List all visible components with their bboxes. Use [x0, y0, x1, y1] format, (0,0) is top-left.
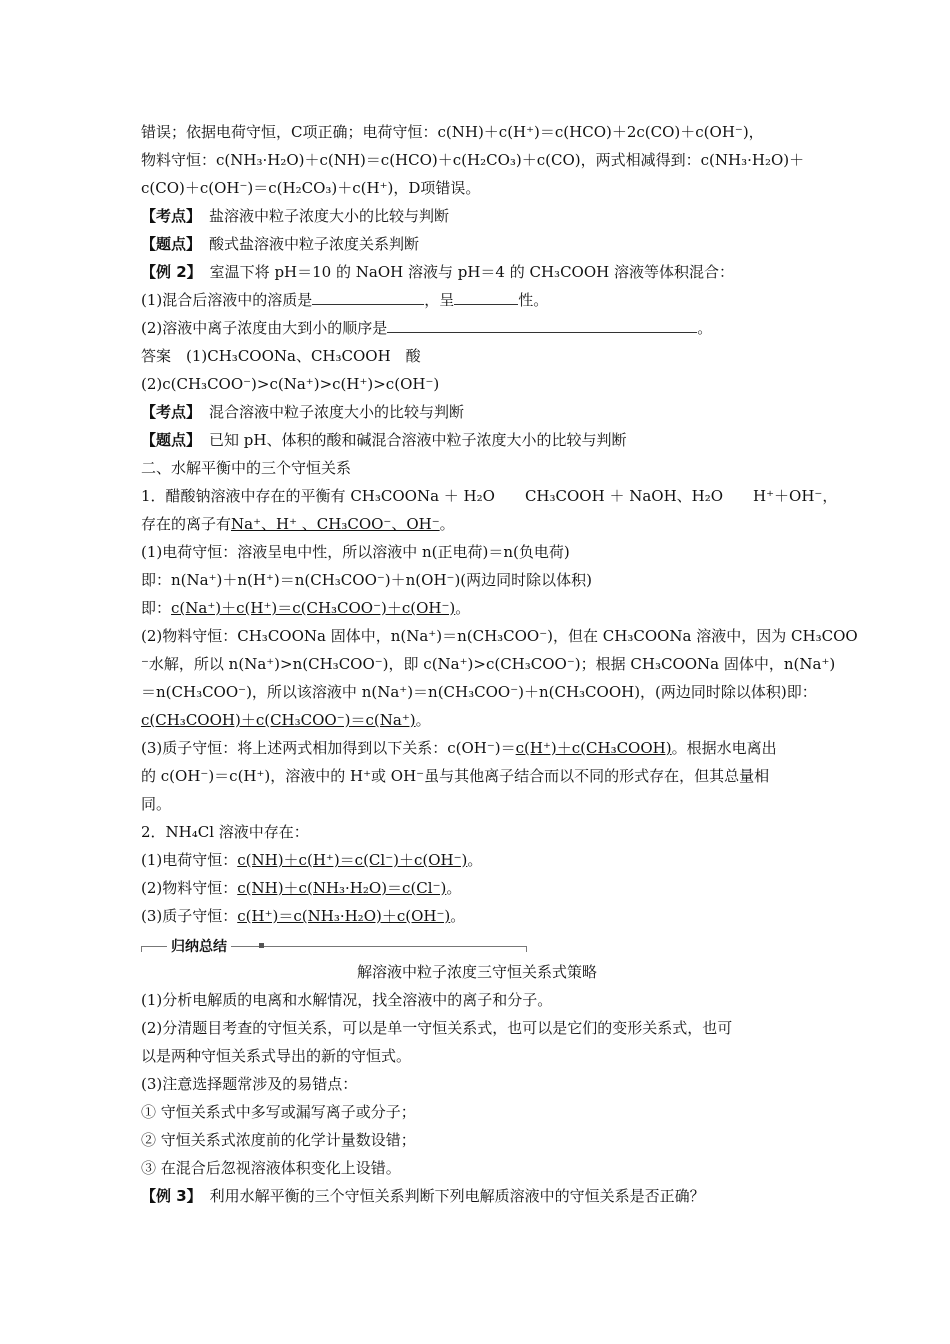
text-line	[141, 706, 813, 734]
example-3-tag: 【例 3】	[141, 1187, 202, 1205]
text-line: 2．NH₄Cl 溶液中存在：	[141, 823, 309, 841]
summary-item: (3)注意选择题常涉及的易错点：	[141, 1075, 358, 1093]
text-span: 。根据水电离出	[671, 739, 777, 757]
summary-item: 以是两种守恒关系式导出的新的守恒式。	[141, 1047, 412, 1065]
filled-answer: c(CH₃COOH)＋c(CH₃COO⁻)＝c(Na⁺)	[141, 711, 416, 729]
text-line	[141, 594, 813, 622]
answer-line: 答案 (1)CH₃COONa、CH₃COOH 酸	[141, 347, 421, 365]
kaodian-text: 混合溶液中粒子浓度大小的比较与判断	[209, 403, 465, 421]
kaodian-text: 盐溶液中粒子浓度大小的比较与判断	[209, 207, 450, 225]
text-line: 错误；依据电荷守恒，C项正确；电荷守恒：c(NH)＋c(H⁺)＝c(HCO)＋2c(CO)＋c(OH⁻)，	[141, 123, 764, 141]
tidian-text: 酸式盐溶液中粒子浓度关系判断	[209, 235, 420, 253]
text-line	[141, 846, 813, 874]
answer-blank	[312, 286, 424, 305]
text-line: c(CO)＋c(OH⁻)＝c(H₂CO₃)＋c(H⁺)，D项错误。	[141, 179, 481, 197]
example-2-question-1	[141, 286, 813, 314]
document-page	[141, 118, 858, 1210]
kaodian-line	[141, 202, 813, 230]
text-line: 的 c(OH⁻)＝c(H⁺)，溶液中的 H⁺或 OH⁻虽与其他离子结合而以不同的形式存在，但其总量相	[141, 767, 770, 785]
kaodian-line	[141, 398, 813, 426]
summary-dot	[259, 943, 264, 948]
answer-blank	[454, 286, 518, 305]
example-2-tag: 【例 2】	[141, 263, 202, 281]
summary-title: 解溶液中粒子浓度三守恒关系式策略	[356, 963, 597, 981]
text-span: (3)质子守恒：	[141, 907, 238, 925]
tidian-line	[141, 230, 813, 258]
text-span: (3)质子守恒：将上述两式相加得到以下关系：c(OH⁻)＝	[141, 739, 516, 757]
example-3-text: 利用水解平衡的三个守恒关系判断下列电解质溶液中的守恒关系是否正确？	[209, 1187, 705, 1205]
tidian-tag: 【题点】	[141, 235, 202, 253]
summary-item: (2)分清题目考查的守恒关系，可以是单一守恒关系式，也可以是它们的变形关系式，也可	[141, 1019, 733, 1037]
filled-answer: c(NH)＋c(NH₃·H₂O)＝c(Cl⁻)	[237, 879, 447, 897]
filled-answer: Na⁺、H⁺ 、CH₃COO⁻、OH⁻	[231, 515, 440, 533]
text-span: 。	[446, 879, 462, 897]
text-span: 。	[415, 711, 431, 729]
kaodian-tag: 【考点】	[141, 207, 202, 225]
question-text: 。	[697, 319, 713, 337]
text-line: 物料守恒：c(NH₃·H₂O)＋c(NH)＝c(HCO)＋c(H₂CO₃)＋c(CO)，两式相减得到：c(NH₃·H₂O)＋	[141, 151, 805, 169]
question-text: 性。	[518, 291, 549, 309]
summary-label: 归纳总结	[167, 936, 231, 956]
example-2-question-2	[141, 314, 813, 342]
example-2-line	[141, 258, 813, 286]
example-3-line	[141, 1182, 813, 1210]
text-line: (2)物料守恒：CH₃COONa 固体中，n(Na⁺)＝n(CH₃COO⁻)，但在 CH₃COONa 溶液中，因为 CH₃COO	[141, 627, 858, 645]
text-span: 即：	[141, 599, 172, 617]
text-line: 同。	[141, 795, 172, 813]
text-line: (1)电荷守恒：溶液呈电中性，所以溶液中 n(正电荷)＝n(负电荷)	[141, 543, 570, 561]
summary-rule-cap	[526, 946, 527, 952]
filled-answer: c(H⁺)＝c(NH₃·H₂O)＋c(OH⁻)	[237, 907, 451, 925]
text-span: 。	[439, 515, 455, 533]
summary-item: ② 守恒关系式浓度前的化学计量数设错；	[141, 1131, 416, 1149]
example-2-text: 室温下将 pH＝10 的 NaOH 溶液与 pH＝4 的 CH₃COOH 溶液等体积混合：	[209, 263, 734, 281]
question-text: (2)溶液中离子浓度由大到小的顺序是	[141, 319, 388, 337]
tidian-line	[141, 426, 813, 454]
tidian-tag: 【题点】	[141, 431, 202, 449]
summary-item: ① 守恒关系式中多写或漏写离子或分子；	[141, 1103, 416, 1121]
text-span: 。	[467, 851, 483, 869]
kaodian-tag: 【考点】	[141, 403, 202, 421]
text-span: 存在的离子有	[141, 515, 232, 533]
answer-line: (2)c(CH₃COO⁻)>c(Na⁺)>c(H⁺)>c(OH⁻)	[141, 375, 440, 393]
text-line: 即：n(Na⁺)＋n(H⁺)＝n(CH₃COO⁻)＋n(OH⁻)(两边同时除以体积)	[141, 571, 593, 589]
tidian-text: 已知 pH、体积的酸和碱混合溶液中粒子浓度大小的比较与判断	[209, 431, 627, 449]
text-span: 。	[455, 599, 471, 617]
text-span: (2)物料守恒：	[141, 879, 238, 897]
text-line	[141, 734, 813, 762]
summary-header	[141, 936, 813, 958]
filled-answer: c(Na⁺)＋c(H⁺)＝c(CH₃COO⁻)＋c(OH⁻)	[171, 599, 456, 617]
text-line	[141, 902, 813, 930]
text-line	[141, 874, 813, 902]
text-line: 1．醋酸钠溶液中存在的平衡有 CH₃COONa ＋ H₂O CH₃COOH ＋ NaOH、H₂O H⁺＋OH⁻，	[141, 487, 838, 505]
summary-item: ③ 在混合后忽视溶液体积变化上设错。	[141, 1159, 401, 1177]
summary-item: (1)分析电解质的电离和水解情况，找全溶液中的离子和分子。	[141, 991, 553, 1009]
filled-answer: c(H⁺)＋c(CH₃COOH)	[515, 739, 672, 757]
question-text: ，呈	[424, 291, 455, 309]
question-text: (1)混合后溶液中的溶质是	[141, 291, 313, 309]
section-heading: 二、水解平衡中的三个守恒关系	[141, 459, 352, 477]
text-line	[141, 510, 813, 538]
text-line: ＝n(CH₃COO⁻)，所以该溶液中 n(Na⁺)＝n(CH₃COO⁻)＋n(CH₃COOH)，(两边同时除以体积)即：	[141, 683, 817, 701]
summary-rule-cap	[141, 946, 142, 952]
text-span: 。	[450, 907, 466, 925]
text-line: ⁻水解，所以 n(Na⁺)>n(CH₃COO⁻)，即 c(Na⁺)>c(CH₃COO⁻)；根据 CH₃COONa 固体中，n(Na⁺)	[141, 655, 836, 673]
filled-answer: c(NH)＋c(H⁺)＝c(Cl⁻)＋c(OH⁻)	[237, 851, 468, 869]
text-span: (1)电荷守恒：	[141, 851, 238, 869]
answer-blank	[387, 314, 697, 333]
